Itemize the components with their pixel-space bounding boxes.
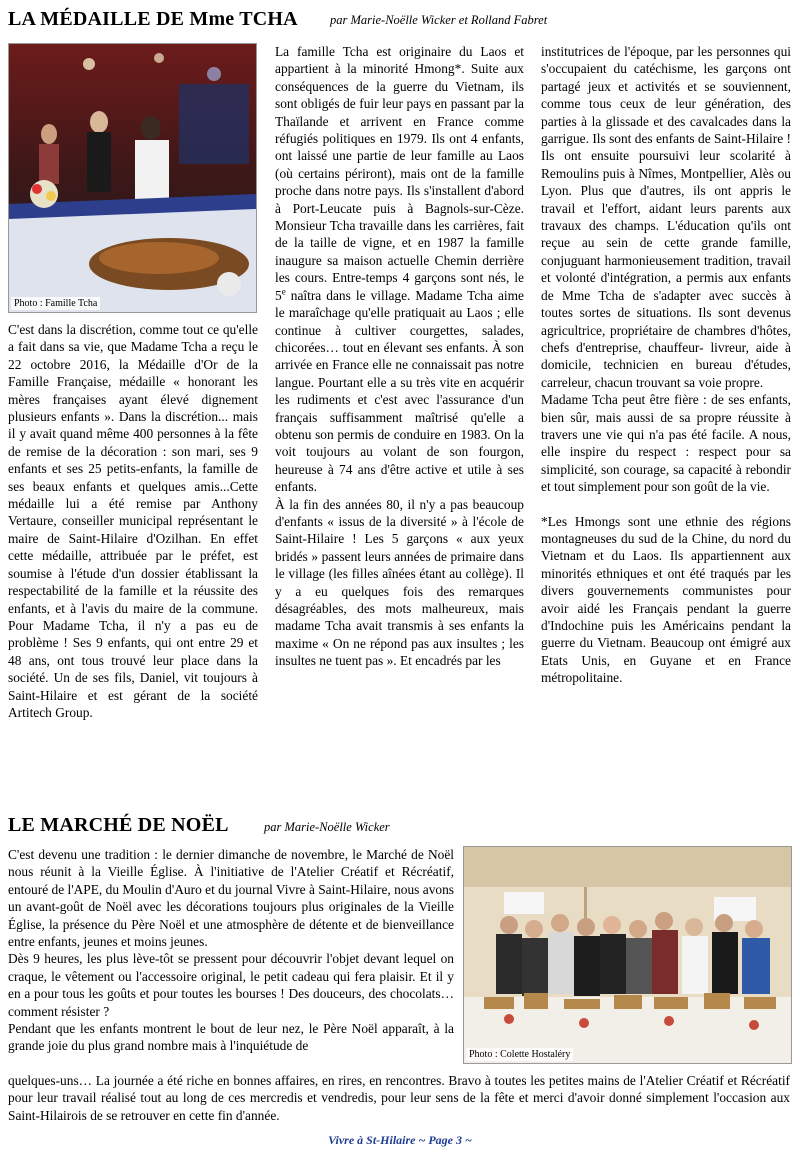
- paragraph: institutrices de l'époque, par les personnes qui s'occupaient du catéchisme, les garçons ont partagé jeux et activités et se souviennent, comme tous ceux de leur génération, des parties à la glissade et des cavalcades dans la garrigue. Ils sont des enfants de Saint-Hilaire ! Ils ont ensuite poursuivi leur scolarité à Remoulins puis à Nîmes, Montpellier, Alès ou Lyon. Plus que d'autres, ils ont appris le travail et l'effort, aidant leurs parents aux travaux des champs. L'éducation qu'ils ont reçue au sein de cette grande famille, conjuguant harmonieusement tradition, travail et volonté d'intégration, a permis aux enfants de Mme Tcha de s'adapter avec succès à toutes sortes de situations. Ils sont devenus agricultrice, propriétaire de chambres d'hôtes, chefs d'entreprise, chauffeur- livreur, aide à domicile, technicien en bureau d'études, carreleur, chacun trouvant sa voie propre.: [541, 44, 791, 390]
- photo-caption: Photo : Colette Hostaléry: [466, 1048, 573, 1061]
- paragraph: [275, 43, 524, 496]
- paragraph: Madame Tcha peut être fière : de ses enfants, bien sûr, mais aussi de sa propre réussite à travers une vie qui n'a pas été facile. A nous, elle inspire du respect : respect pour sa simplicité, son courage, sa capacité à rebondir et tout simplement pour son goût de la vie.: [541, 392, 791, 495]
- paragraph: quelques-uns… La journée a été riche en bonnes affaires, en rires, en rencontres. Bravo à toutes les petites mains de l'Atelier Créatif et Récréatif pour leur travail réalisé tout au long de ces mercredis et vendredis, pour leur sens de la fête et merci d'avoir donné simplement l'occasion aux Saint-Hilairois de se retrouver en cette fin d'année.: [8, 1073, 790, 1123]
- column-1: [8, 321, 258, 721]
- superscript: e: [281, 286, 286, 297]
- paragraph: C'est devenu une tradition : le dernier dimanche de novembre, le Marché de Noël nous réunit à la Vieille Église. À l'initiative de l'Atelier Créatif et Récréatif, entouré de l'APE, du Moulin d'Auro et du journal Vivre à Saint-Hilaire, nous avons un avant-goût de Noël avec les décorations toujours plus originales de la Vieille Église, la présence du Père Noël et une atmosphère de détente et de bienveillance entre enfants, jeunes et moins jeunes.: [8, 847, 454, 950]
- article-title: LA MÉDAILLE DE Mme TCHA: [8, 8, 298, 30]
- photo-caption: Photo : Famille Tcha: [11, 297, 100, 310]
- text-run: La famille Tcha est originaire du Laos et appartient à la minorité Hmong*. Suite aux conséquences de la guerre du Vietnam, ils sont obligés de fuir leur pays en passant par la Thaïlande et arrivent en France comme réfugiés politiques en 1979. Ils ont 4 enfants, ont laissé une partie de leur famille au Laos (où certains périront), mais ont de la famille proche dans notre pays. Ils s'installent d'abord à Port-Leucate puis à Bagnols-sur-Cèze. Monsieur Tcha travaille dans les carrières, fait de la taille de vigne, et en 1987 la famille inaugure sa maison actuelle Chemin derrière les cours. Entre-temps 4 garçons sont nés, le 5: [275, 44, 524, 303]
- column-2: [275, 43, 524, 670]
- paragraph: Dès 9 heures, les plus lève-tôt se pressent pour découvrir l'objet devant lequel on craque, le vêtement ou l'accessoire original, le petit cadeau qui fera plaisir. Et il y en a pour tous les goûts et pour toutes les bourses ! Des douceurs, des chocolats… comment résister ?: [8, 951, 454, 1019]
- paragraph: C'est dans la discrétion, comme tout ce qu'elle a fait dans sa vie, que Madame Tcha a reçu le 22 octobre 2016, la Médaille d'Or de la Famille Française, médaille « honorant les mères françaises ayant élevé dignement plusieurs enfants ». Dans la discrétion... mais il y avait quand même 400 personnes à la fête de remise de la décoration : son mari, ses 9 enfants et ses 25 petits-enfants, la famille de ses beaux enfants et quelques amis...Cette médaille lui a été remise par Anthony Vertaure, conseiller municipal représentant le maire de Saint-Hilaire d'Ozilhan. En effet cette médaille, attribuée par le préfet, est soumise à l'étude d'un dossier établissant la respectabilité de la famille et la réussite des enfants, et à l'avis du maire de la commune. Pour Madame Tcha, il n'y a pas eu de problème ! Ses 9 enfants, qui ont entre 29 et 48 ans, ont tous trouvé leur place dans la société. Un de ses fils, Daniel, vit toujours à Saint-Hilaire et est gérant de la société Artitech Group.: [8, 322, 258, 720]
- christmas-market-photo: [463, 846, 792, 1064]
- market-photo-graphic: [464, 847, 791, 1063]
- paragraph: À la fin des années 80, il n'y a pas beaucoup d'enfants « issus de la diversité » à l'école de Saint-Hilaire ! Les 5 garçons « aux yeux bridés » passent leurs années de primaire dans le village (les filles aînées étant au collège). Il y a eu quelques fois des remarques désagréables, des mots malheureux, mais madame Tcha avait transmis à ses enfants la maxime « On ne répond pas aux insultes ; les insultes ne tuent pas ». Et encadrés par les: [275, 496, 524, 669]
- ceremony-photo-graphic: [9, 44, 256, 312]
- market-text-column: [8, 846, 454, 1055]
- page-footer: Vivre à St-Hilaire ~ Page 3 ~: [328, 1133, 472, 1147]
- medal-ceremony-photo: [8, 43, 257, 313]
- text-run: naîtra dans le village. Madame Tcha aime le maraîchage qu'elle pratiquait au Laos ; elle continue à cultiver courgettes, salades, chicorées… tout en élevant ses enfants. À son arrivée en France elle ne connaissait pas notre langue. Pourtant elle a su très vite en acquérir les rudiments et c'est avec l'assurance d'un français suffisamment maîtrisé qu'elle a obtenu son permis de conduire en 1983. On la voit toujours au volant de son fourgon, heureuse à 74 ans d'être active et utile à ses enfants.: [275, 287, 524, 495]
- article-byline: par Marie-Noëlle Wicker et Rolland Fabret: [330, 13, 548, 27]
- paragraph: Pendant que les enfants montrent le bout de leur nez, le Père Noël apparaît, à la grande joie du plus grand nombre mais à l'inquiétude de: [8, 1021, 454, 1054]
- footnote: *Les Hmongs sont une ethnie des régions montagneuses du sud de la Chine, du nord du Vietnam et du Laos. Ils appartiennent aux minorités ethniques et ont été traqués par les divers gouvernements communistes pour avoir aidé les Français pendant la guerre d'Indochine puis les Américains pendant la guerre du Vietnam. Beaucoup ont émigré aux Etats Unis, en Guyane et en France métropolitaine.: [541, 513, 791, 686]
- column-3: [541, 43, 791, 687]
- article-title: LE MARCHÉ DE NOËL: [8, 814, 229, 836]
- article-byline: par Marie-Noëlle Wicker: [264, 820, 390, 834]
- market-text-full-width: [8, 1072, 790, 1124]
